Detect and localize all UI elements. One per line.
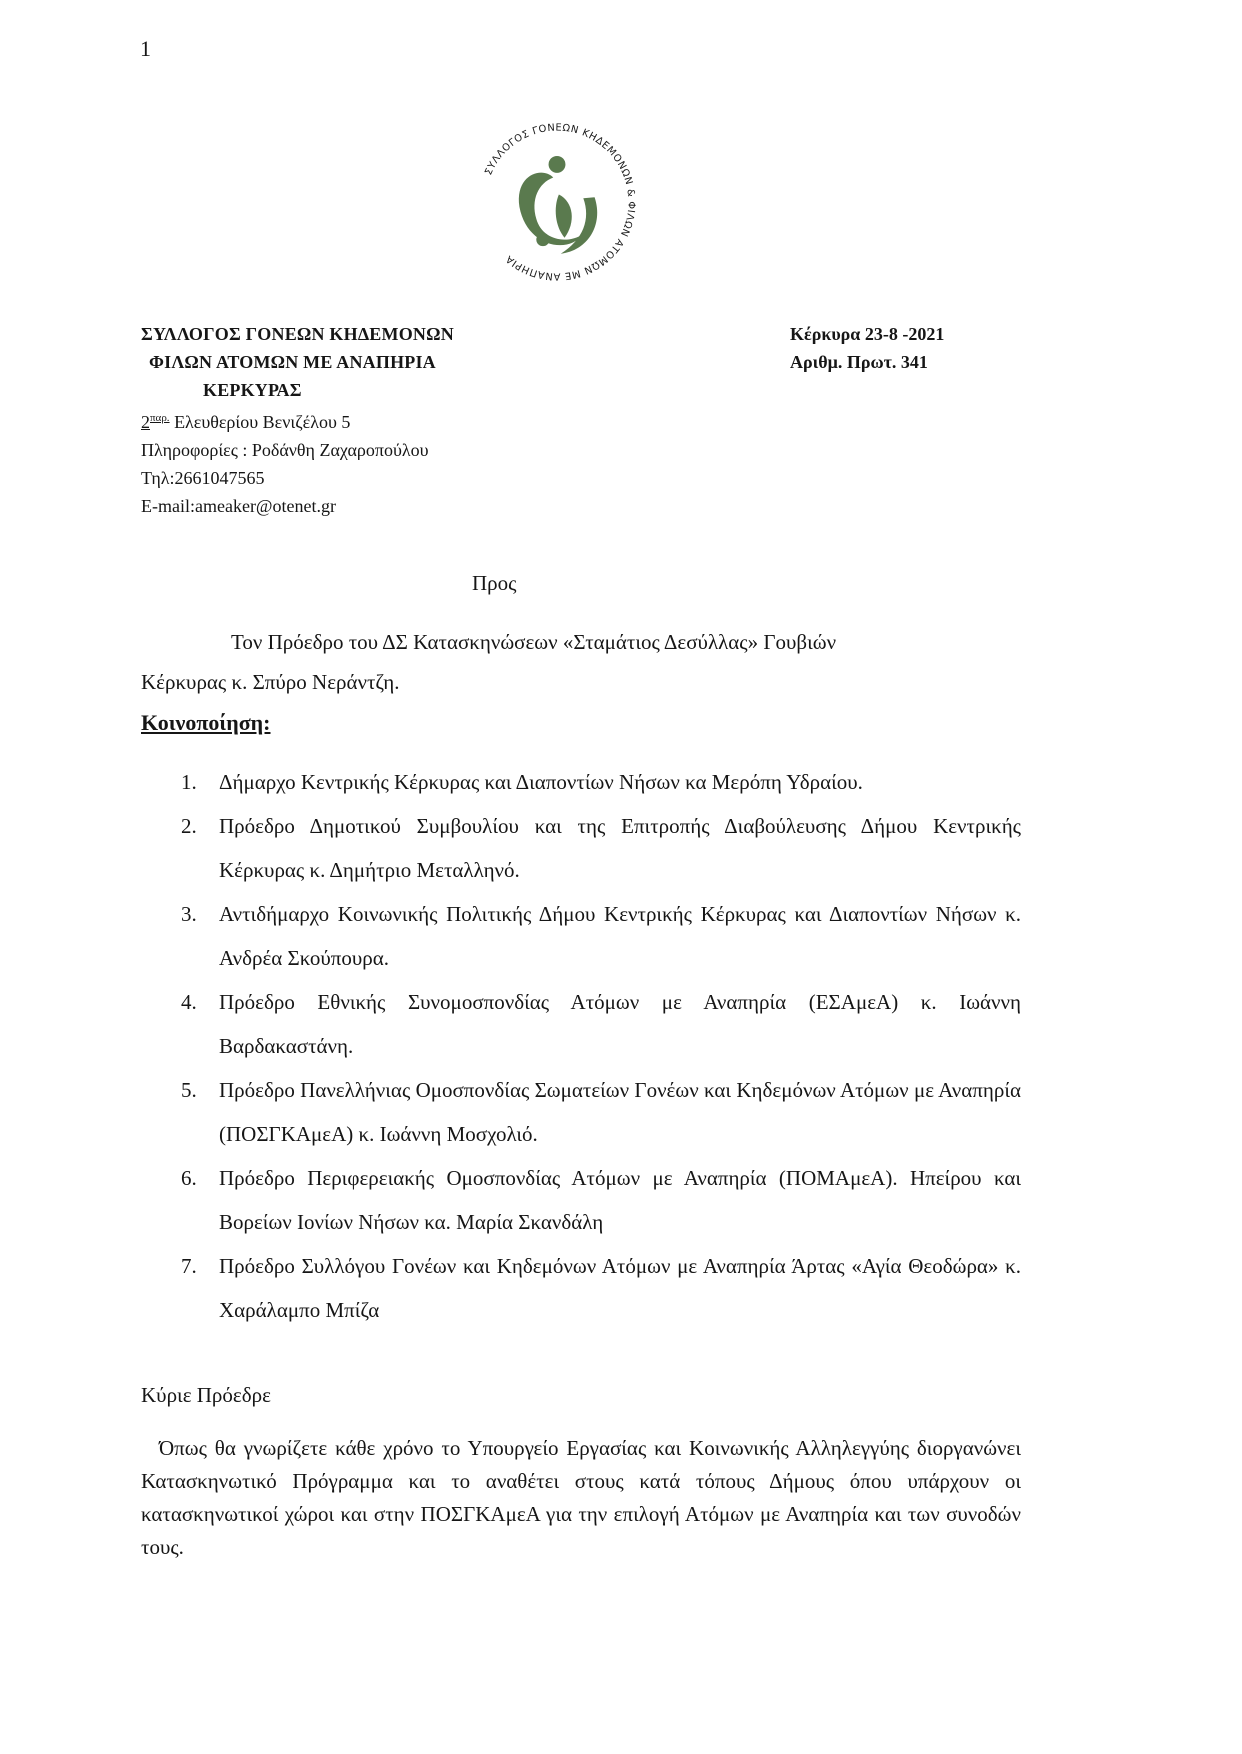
sender-name-line1: ΣΥΛΛΟΓΟΣ ΓΟΝΕΩΝ ΚΗΔΕΜΟΝΩΝ (141, 324, 454, 344)
cc-item (181, 980, 1021, 1068)
salutation: Κύριε Πρόεδρε (141, 1383, 271, 1407)
protocol-number: Αριθμ. Πρωτ. 341 (790, 352, 928, 372)
sender-email: E-mail:ameaker@otenet.gr (141, 496, 336, 516)
sender-address (141, 404, 454, 436)
association-logo (463, 108, 651, 296)
cc-item-number: 7. (181, 1254, 197, 1278)
logo-figures-icon (519, 156, 597, 254)
address-street: Ελευθερίου Βενιζέλου 5 (169, 412, 351, 432)
sender-phone: Τηλ:2661047565 (141, 468, 265, 488)
cc-item-number: 3. (181, 902, 197, 926)
cc-item-number: 1. (181, 770, 197, 794)
cc-item (181, 892, 1021, 980)
cc-heading: Κοινοποίηση: (141, 710, 271, 735)
recipient-line1: Τον Πρόεδρο του ΔΣ Κατασκηνώσεων «Σταμάτιος Δεσύλλας» Γουβιών (231, 630, 837, 654)
cc-item-text: Δήμαρχο Κεντρικής Κέρκυρας και Διαποντίων Νήσων κα Μερόπη Υδραίου. (219, 770, 863, 794)
cc-item-text: Πρόεδρο Περιφερειακής Ομοσπονδίας Ατόμων με Αναπηρία (ΠΟΜΑμεΑ). Ηπείρου και Βορείων Ιονίων Νήσων κα. Μαρία Σκανδάλη (219, 1166, 1021, 1234)
page-number: 1 (140, 36, 151, 61)
sender-block (141, 320, 454, 520)
cc-list (0, 760, 1242, 1332)
cc-item-text: Πρόεδρο Δημοτικού Συμβουλίου και της Επιτροπής Διαβούλευσης Δήμου Κεντρικής Κέρκυρας κ. Δημήτριο Μεταλληνό. (219, 814, 1021, 882)
cc-item-number: 5. (181, 1078, 197, 1102)
cc-item-text: Αντιδήμαρχο Κοινωνικής Πολιτικής Δήμου Κεντρικής Κέρκυρας και Διαποντίων Νήσων κ. Ανδρέα Σκούπουρα. (219, 902, 1021, 970)
cc-item (181, 804, 1021, 892)
sender-name-line3: ΚΕΡΚΥΡΑΣ (203, 380, 302, 400)
to-label: Προς (472, 571, 517, 595)
logo-ring-text: ΣΥΛΛΟΓΟΣ ΓΟΝΕΩΝ ΚΗΔΕΜΟΝΩΝ & ΦΙΛΩΝ ΑΤΟΜΩΝ ΜΕ ΑΝΑΠΗΡΙΑ (483, 122, 637, 282)
cc-item (181, 1156, 1021, 1244)
address-sup: παρ. (150, 412, 170, 424)
cc-item-number: 2. (181, 814, 197, 838)
letter-date: Κέρκυρα 23-8 -2021 (790, 324, 945, 344)
sender-name-line2: ΦΙΛΩΝ ΑΤΟΜΩΝ ΜΕ ΑΝΑΠΗΡΙΑ (149, 352, 436, 372)
recipient-line2: Κέρκυρας κ. Σπύρο Νεράντζη. (141, 670, 400, 694)
sender-info: Πληροφορίες : Ροδάνθη Ζαχαροπούλου (141, 440, 429, 460)
letter-meta (790, 320, 944, 376)
cc-item-number: 4. (181, 990, 197, 1014)
cc-item-text: Πρόεδρο Πανελλήνιας Ομοσπονδίας Σωματείων Γονέων και Κηδεμόνων Ατόμων με Αναπηρία (ΠΟΣΓΚΑμεΑ) κ. Ιωάννη Μοσχολιό. (219, 1078, 1021, 1146)
cc-item (181, 760, 1021, 804)
cc-item-number: 6. (181, 1166, 197, 1190)
cc-item-text: Πρόεδρο Συλλόγου Γονέων και Κηδεμόνων Ατόμων με Αναπηρία Άρτας «Αγία Θεοδώρα» κ. Χαράλαμπο Μπίζα (219, 1254, 1021, 1322)
address-number: 2 (141, 412, 150, 432)
cc-item-text: Πρόεδρο Εθνικής Συνομοσπονδίας Ατόμων με Αναπηρία (ΕΣΑμεΑ) κ. Ιωάννη Βαρδακαστάνη. (219, 990, 1021, 1058)
recipient (141, 622, 1021, 702)
cc-item (181, 1068, 1021, 1156)
body-paragraph: Όπως θα γνωρίζετε κάθε χρόνο το Υπουργείο Εργασίας και Κοινωνικής Αλληλεγγύης διοργανώνει Κατασκηνωτικό Πρόγραμμα και το αναθέτει στους κατά τόπους Δήμους όπου υπάρχουν οι κατασκηνωτικοί χώροι και στην ΠΟΣΓΚΑμεΑ για την επιλογή Ατόμων με Αναπηρία και των συνοδών τους. (141, 1436, 1021, 1559)
cc-item (181, 1244, 1021, 1332)
